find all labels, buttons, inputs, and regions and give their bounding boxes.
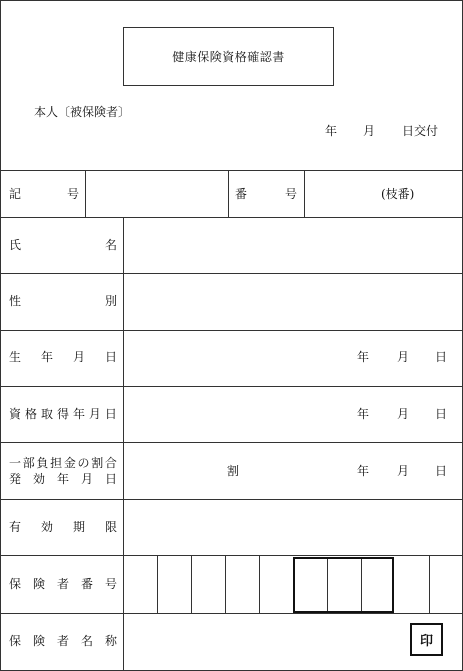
branch-number-label: (枝番) [381, 187, 415, 201]
birth-month-unit: 月 [397, 350, 410, 364]
effective-month-unit: 月 [397, 464, 410, 478]
name-label [9, 238, 117, 252]
divider [1, 217, 462, 218]
divider [228, 170, 229, 217]
number-label [235, 187, 297, 201]
label-char: 負 [36, 456, 49, 470]
birth-date-label [9, 350, 117, 364]
label-char: 号 [66, 187, 79, 201]
label-char: 保 [9, 577, 22, 591]
acquired-year-unit: 年 [357, 407, 370, 421]
label-char: 合 [104, 456, 117, 470]
label-char: 日 [104, 472, 117, 486]
label-char: 別 [104, 294, 117, 308]
divider [123, 217, 124, 670]
divider [85, 170, 86, 217]
valid-period-label [9, 520, 117, 534]
divider [1, 170, 462, 171]
label-char: 割 [91, 456, 104, 470]
label-char: 険 [32, 634, 45, 648]
label-char: 日 [104, 407, 117, 421]
label-char: 番 [80, 577, 93, 591]
insurer-name-label [9, 634, 117, 648]
label-char: 月 [80, 472, 93, 486]
label-char: 生 [9, 350, 22, 364]
copay-ratio-label [9, 456, 117, 470]
label-char: の [77, 456, 90, 470]
label-char: 日 [104, 350, 117, 364]
digit-cell-divider [191, 555, 192, 613]
issue-day-label: 日交付 [402, 124, 439, 138]
label-char: 名 [104, 238, 117, 252]
issue-month-unit: 月 [363, 124, 376, 138]
label-char: 得 [56, 407, 69, 421]
symbol-label [9, 187, 79, 201]
acquired-day-unit: 日 [435, 407, 448, 421]
label-char: 氏 [9, 238, 22, 252]
acquired-date-label [9, 407, 117, 421]
label-char: 年 [56, 472, 69, 486]
insured-person-label: 本人〔被保険者〕 [34, 105, 131, 119]
label-char: 効 [32, 472, 45, 486]
issue-year-unit: 年 [325, 124, 338, 138]
acquired-month-unit: 月 [397, 407, 410, 421]
effective-day-unit: 日 [435, 464, 448, 478]
label-char: 号 [104, 577, 117, 591]
effective-year-unit: 年 [357, 464, 370, 478]
sex-label [9, 294, 117, 308]
divider [1, 273, 462, 274]
label-char: 保 [9, 634, 22, 648]
divider [1, 330, 462, 331]
label-char: 険 [32, 577, 45, 591]
label-char: 有 [9, 520, 22, 534]
divider [304, 170, 305, 217]
label-char: 年 [40, 350, 53, 364]
label-char: 発 [9, 472, 22, 486]
label-char: 限 [104, 520, 117, 534]
digit-cell-divider [225, 555, 226, 613]
label-char: 資 [9, 407, 22, 421]
label-char: 一 [9, 456, 22, 470]
insurer-number-highlight-box [293, 557, 394, 613]
divider [1, 499, 462, 500]
label-char: 年 [72, 407, 85, 421]
label-char: 者 [56, 634, 69, 648]
divider [1, 386, 462, 387]
digit-cell-divider [259, 555, 260, 613]
label-char: 金 [63, 456, 76, 470]
label-char: 記 [9, 187, 22, 201]
label-char: 期 [72, 520, 85, 534]
divider [1, 613, 462, 614]
birth-year-unit: 年 [357, 350, 370, 364]
effective-date-label [9, 472, 117, 486]
label-char: 担 [50, 456, 63, 470]
birth-day-unit: 日 [435, 350, 448, 364]
label-char: 番 [235, 187, 248, 201]
label-char: 名 [80, 634, 93, 648]
card-title: 健康保険資格確認書 [123, 27, 334, 86]
divider [1, 555, 462, 556]
label-char: 格 [24, 407, 37, 421]
label-char: 称 [104, 634, 117, 648]
label-char: 取 [40, 407, 53, 421]
label-char: 者 [56, 577, 69, 591]
divider [1, 442, 462, 443]
label-char: 号 [284, 187, 297, 201]
digit-cell-divider [157, 555, 158, 613]
copay-unit: 割 [227, 464, 240, 478]
label-char: 効 [40, 520, 53, 534]
seal-stamp: 印 [410, 623, 443, 656]
label-char: 月 [72, 350, 85, 364]
insurer-number-label [9, 577, 117, 591]
digit-cell-divider [429, 555, 430, 613]
label-char: 月 [88, 407, 101, 421]
label-char: 部 [22, 456, 35, 470]
label-char: 性 [9, 294, 22, 308]
